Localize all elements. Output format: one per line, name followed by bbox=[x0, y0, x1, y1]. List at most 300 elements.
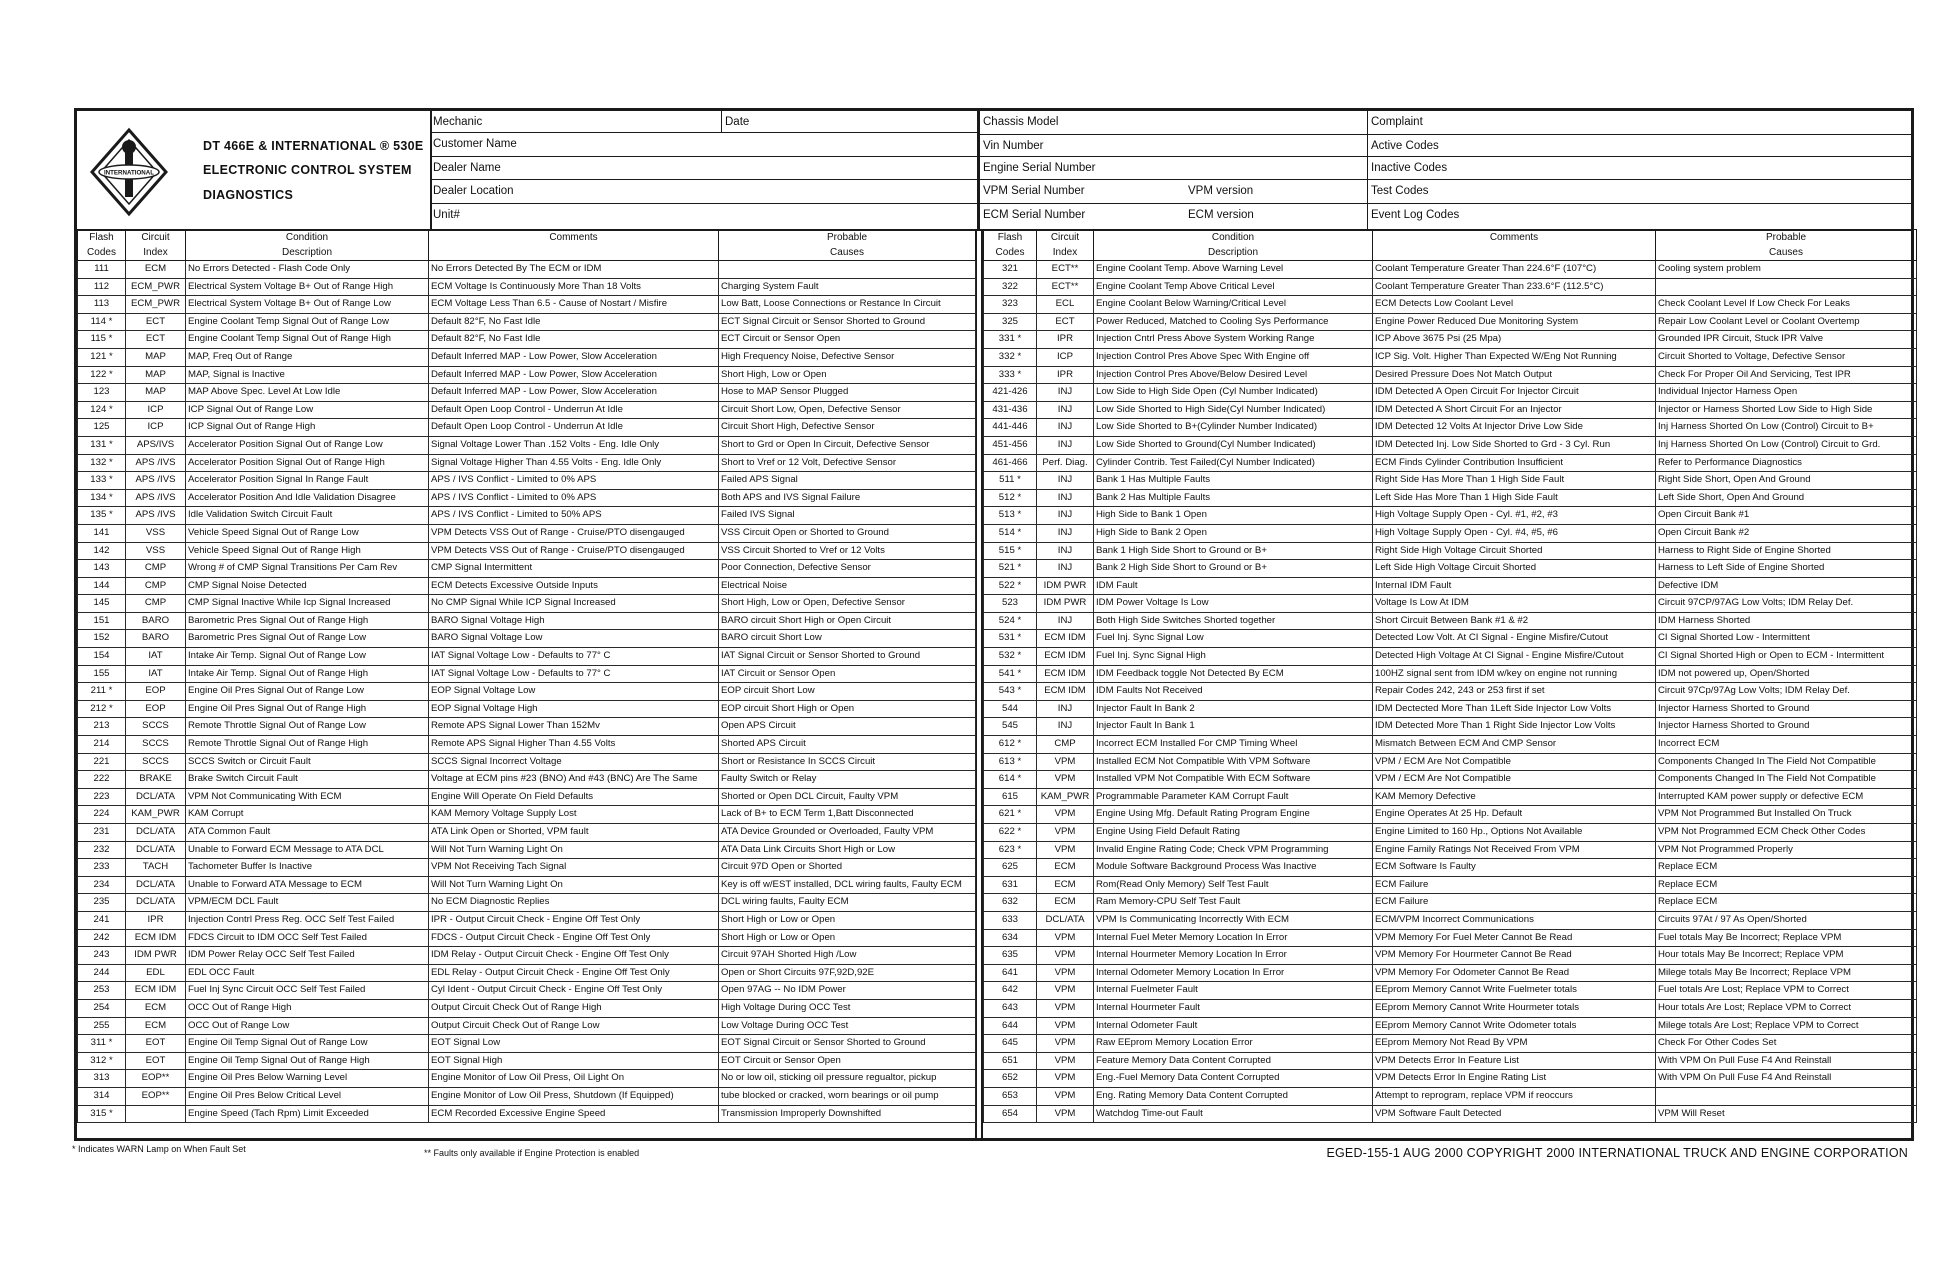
circuit-index-cell: ECM bbox=[1037, 876, 1094, 894]
flash-code-cell: 254 bbox=[78, 999, 126, 1017]
table-row bbox=[984, 753, 1917, 771]
dealer-location-label: Dealer Location bbox=[433, 185, 514, 197]
table-row bbox=[78, 331, 976, 349]
probable-cause-cell: Lack of B+ to ECM Term 1,Batt Disconnected bbox=[719, 806, 976, 824]
table-row bbox=[984, 401, 1917, 419]
right-fault-table-panel bbox=[981, 229, 1916, 1141]
circuit-index-cell: VPM bbox=[1037, 1087, 1094, 1105]
table-row bbox=[984, 665, 1917, 683]
active-codes-label: Active Codes bbox=[1371, 140, 1439, 152]
probable-cause-cell: VSS Circuit Shorted to Vref or 12 Volts bbox=[719, 542, 976, 560]
probable-cause-cell: VPM Not Programmed But Installed On Truck bbox=[1656, 806, 1917, 824]
condition-cell: Injector Fault In Bank 1 bbox=[1094, 718, 1373, 736]
condition-cell: CMP Signal Inactive While Icp Signal Increased bbox=[186, 595, 429, 613]
circuit-index-cell: VPM bbox=[1037, 841, 1094, 859]
table-row bbox=[78, 454, 976, 472]
circuit-index-cell: INJ bbox=[1037, 472, 1094, 490]
condition-cell: FDCS Circuit to IDM OCC Self Test Failed bbox=[186, 929, 429, 947]
probable-cause-cell: Faulty Switch or Relay bbox=[719, 771, 976, 789]
condition-cell: Engine Using Field Default Rating bbox=[1094, 824, 1373, 842]
flash-code-cell: 112 bbox=[78, 278, 126, 296]
flash-code-cell: 532 * bbox=[984, 648, 1037, 666]
condition-cell: Injector Fault In Bank 2 bbox=[1094, 700, 1373, 718]
comments-cell: EOT Signal Low bbox=[429, 1035, 719, 1053]
table-row bbox=[984, 999, 1917, 1017]
probable-cause-cell: Harness to Right Side of Engine Shorted bbox=[1656, 542, 1917, 560]
circuit-index-cell: INJ bbox=[1037, 524, 1094, 542]
complaint-field[interactable] bbox=[1368, 111, 1911, 135]
table-row bbox=[78, 1052, 976, 1070]
circuit-index-cell: VPM bbox=[1037, 982, 1094, 1000]
table-row bbox=[78, 507, 976, 525]
dealer-name-label: Dealer Name bbox=[433, 162, 501, 174]
title-line-3: DIAGNOSTICS bbox=[203, 188, 294, 202]
flash-code-cell: 332 * bbox=[984, 348, 1037, 366]
flash-code-cell: 521 * bbox=[984, 560, 1037, 578]
comments-cell: VPM Memory For Hourmeter Cannot Be Read bbox=[1373, 947, 1656, 965]
circuit-index-cell: INJ bbox=[1037, 700, 1094, 718]
table-row bbox=[78, 630, 976, 648]
comments-cell: CMP Signal Intermittent bbox=[429, 560, 719, 578]
probable-cause-cell: Inj Harness Shorted On Low (Control) Circuit to B+ bbox=[1656, 419, 1917, 437]
circuit-index-cell: ECM bbox=[126, 261, 186, 279]
table-row bbox=[984, 366, 1917, 384]
table-row bbox=[984, 876, 1917, 894]
flash-code-cell: 143 bbox=[78, 560, 126, 578]
comments-cell: No ECM Diagnostic Replies bbox=[429, 894, 719, 912]
dealer-location-field[interactable] bbox=[430, 180, 978, 204]
comments-cell: IDM Detected 12 Volts At Injector Drive Low Side bbox=[1373, 419, 1656, 437]
flash-code-cell: 234 bbox=[78, 876, 126, 894]
probable-cause-cell: Open or Short Circuits 97F,92D,92E bbox=[719, 964, 976, 982]
flash-code-cell: 213 bbox=[78, 718, 126, 736]
table-row bbox=[78, 841, 976, 859]
ecm-serial-label: ECM Serial Number bbox=[983, 209, 1086, 221]
comments-cell: Detected High Voltage At CI Signal - Engine Misfire/Cutout bbox=[1373, 648, 1656, 666]
circuit-index-cell: ICP bbox=[126, 419, 186, 437]
circuit-index-cell: CMP bbox=[1037, 736, 1094, 754]
comments-cell: ECM Recorded Excessive Engine Speed bbox=[429, 1105, 719, 1123]
table-row bbox=[78, 313, 976, 331]
table-row bbox=[78, 1105, 976, 1123]
probable-cause-cell: Harness to Left Side of Engine Shorted bbox=[1656, 560, 1917, 578]
date-field[interactable] bbox=[722, 111, 978, 133]
table-row bbox=[984, 507, 1917, 525]
circuit-index-cell: IPR bbox=[126, 911, 186, 929]
condition-cell: IDM Faults Not Received bbox=[1094, 683, 1373, 701]
condition-cell: Programmable Parameter KAM Corrupt Fault bbox=[1094, 788, 1373, 806]
circuit-index-cell: INJ bbox=[1037, 560, 1094, 578]
table-row bbox=[984, 929, 1917, 947]
comments-cell: EEprom Memory Cannot Write Odometer totals bbox=[1373, 1017, 1656, 1035]
circuit-index-cell: ECM IDM bbox=[1037, 630, 1094, 648]
comments-cell: EEprom Memory Not Read By VPM bbox=[1373, 1035, 1656, 1053]
table-row bbox=[78, 261, 976, 279]
probable-cause-cell: Open APS Circuit bbox=[719, 718, 976, 736]
comments-cell: ECM Finds Cylinder Contribution Insufficient bbox=[1373, 454, 1656, 472]
probable-cause-cell: VPM Not Programmed ECM Check Other Codes bbox=[1656, 824, 1917, 842]
probable-cause-cell: Both APS and IVS Signal Failure bbox=[719, 489, 976, 507]
condition-cell: Internal Fuelmeter Fault bbox=[1094, 982, 1373, 1000]
comments-cell: Left Side High Voltage Circuit Shorted bbox=[1373, 560, 1656, 578]
table-row bbox=[984, 419, 1917, 437]
condition-cell: Remote Throttle Signal Out of Range High bbox=[186, 736, 429, 754]
table-row bbox=[78, 982, 976, 1000]
condition-cell: Watchdog Time-out Fault bbox=[1094, 1105, 1373, 1123]
vpm-version-label: VPM version bbox=[1188, 185, 1254, 197]
left-fault-table bbox=[77, 229, 976, 1123]
table-row bbox=[78, 577, 976, 595]
flash-code-cell: 242 bbox=[78, 929, 126, 947]
table-row bbox=[984, 1070, 1917, 1088]
mechanic-field[interactable] bbox=[430, 111, 722, 133]
flash-code-cell: 113 bbox=[78, 296, 126, 314]
flash-code-cell: 321 bbox=[984, 261, 1037, 279]
probable-cause-cell: Circuits 97At / 97 As Open/Shorted bbox=[1656, 911, 1917, 929]
comments-cell: Default 82°F, No Fast Idle bbox=[429, 331, 719, 349]
circuit-index-cell: VPM bbox=[1037, 1070, 1094, 1088]
circuit-index-cell: VPM bbox=[1037, 1105, 1094, 1123]
circuit-index-cell: APS /IVS bbox=[126, 454, 186, 472]
condition-cell: IDM Power Relay OCC Self Test Failed bbox=[186, 947, 429, 965]
probable-cause-cell: Short High or Low or Open bbox=[719, 929, 976, 947]
comments-cell: ECM Software Is Faulty bbox=[1373, 859, 1656, 877]
flash-codes-header: Flash Codes bbox=[984, 230, 1037, 261]
comments-cell: APS / IVS Conflict - Limited to 0% APS bbox=[429, 472, 719, 490]
condition-cell: Engine Oil Pres Below Critical Level bbox=[186, 1087, 429, 1105]
flash-code-cell: 633 bbox=[984, 911, 1037, 929]
right-table-body bbox=[984, 261, 1917, 1123]
flash-code-cell: 224 bbox=[78, 806, 126, 824]
condition-cell: Internal Odometer Memory Location In Error bbox=[1094, 964, 1373, 982]
probable-cause-cell: Refer to Performance Diagnostics bbox=[1656, 454, 1917, 472]
condition-cell: High Side to Bank 1 Open bbox=[1094, 507, 1373, 525]
condition-cell: Low Side Shorted to B+(Cylinder Number Indicated) bbox=[1094, 419, 1373, 437]
condition-cell: Cylinder Contrib. Test Failed(Cyl Number Indicated) bbox=[1094, 454, 1373, 472]
flash-code-cell: 211 * bbox=[78, 683, 126, 701]
condition-cell: Injection Cntrl Press Above System Working Range bbox=[1094, 331, 1373, 349]
test-codes-field[interactable] bbox=[1368, 180, 1911, 204]
inactive-codes-field[interactable] bbox=[1368, 157, 1911, 180]
condition-cell: Engine Oil Temp Signal Out of Range Low bbox=[186, 1035, 429, 1053]
flash-code-cell: 613 * bbox=[984, 753, 1037, 771]
circuit-index-cell: INJ bbox=[1037, 436, 1094, 454]
flash-code-cell: 231 bbox=[78, 824, 126, 842]
flash-code-cell: 621 * bbox=[984, 806, 1037, 824]
probable-cause-cell: Check For Other Codes Set bbox=[1656, 1035, 1917, 1053]
table-row bbox=[984, 524, 1917, 542]
condition-cell: Vehicle Speed Signal Out of Range Low bbox=[186, 524, 429, 542]
circuit-index-cell: KAM_PWR bbox=[1037, 788, 1094, 806]
table-row bbox=[984, 964, 1917, 982]
circuit-index-cell: EOP bbox=[126, 700, 186, 718]
comments-cell: VPM Detects VSS Out of Range - Cruise/PTO disengauged bbox=[429, 542, 719, 560]
flash-code-cell: 524 * bbox=[984, 612, 1037, 630]
table-row bbox=[984, 718, 1917, 736]
probable-cause-cell: Individual Injector Harness Open bbox=[1656, 384, 1917, 402]
flash-code-cell: 651 bbox=[984, 1052, 1037, 1070]
comments-cell: KAM Memory Voltage Supply Lost bbox=[429, 806, 719, 824]
flash-code-cell: 522 * bbox=[984, 577, 1037, 595]
flash-code-cell: 243 bbox=[78, 947, 126, 965]
condition-cell: Engine Oil Temp Signal Out of Range High bbox=[186, 1052, 429, 1070]
condition-cell: Feature Memory Data Content Corrupted bbox=[1094, 1052, 1373, 1070]
probable-cause-cell: BARO circuit Short Low bbox=[719, 630, 976, 648]
chassis-model-field[interactable] bbox=[978, 111, 1368, 135]
probable-cause-cell: Shorted or Open DCL Circuit, Faulty VPM bbox=[719, 788, 976, 806]
condition-cell: Low Side Shorted to High Side(Cyl Number Indicated) bbox=[1094, 401, 1373, 419]
left-fault-table-panel bbox=[77, 229, 977, 1141]
flash-code-cell: 121 * bbox=[78, 348, 126, 366]
condition-cell: Low Side Shorted to Ground(Cyl Number Indicated) bbox=[1094, 436, 1373, 454]
table-row bbox=[78, 718, 976, 736]
circuit-index-cell: MAP bbox=[126, 384, 186, 402]
condition-cell: KAM Corrupt bbox=[186, 806, 429, 824]
table-row bbox=[984, 947, 1917, 965]
probable-cause-cell: Short or Resistance In SCCS Circuit bbox=[719, 753, 976, 771]
condition-description-header: Condition Description bbox=[1094, 230, 1373, 261]
probable-cause-cell: IAT Signal Circuit or Sensor Shorted to Ground bbox=[719, 648, 976, 666]
condition-cell: EDL OCC Fault bbox=[186, 964, 429, 982]
table-row bbox=[984, 560, 1917, 578]
comments-cell: Mismatch Between ECM And CMP Sensor bbox=[1373, 736, 1656, 754]
probable-cause-cell: Incorrect ECM bbox=[1656, 736, 1917, 754]
comments-cell: VPM Software Fault Detected bbox=[1373, 1105, 1656, 1123]
condition-cell: Engine Speed (Tach Rpm) Limit Exceeded bbox=[186, 1105, 429, 1123]
comments-cell: IDM Detected A Short Circuit For an Injector bbox=[1373, 401, 1656, 419]
circuit-index-cell: VPM bbox=[1037, 771, 1094, 789]
comments-cell: IDM Relay - Output Circuit Check - Engine Off Test Only bbox=[429, 947, 719, 965]
flash-code-cell: 244 bbox=[78, 964, 126, 982]
condition-cell: Fuel Inj. Sync Signal Low bbox=[1094, 630, 1373, 648]
circuit-index-cell: ECM IDM bbox=[1037, 648, 1094, 666]
circuit-index-header: Circuit Index bbox=[1037, 230, 1094, 261]
flash-code-cell: 154 bbox=[78, 648, 126, 666]
table-row bbox=[984, 982, 1917, 1000]
probable-cause-cell: Hour totals May Be Incorrect; Replace VPM bbox=[1656, 947, 1917, 965]
probable-cause-cell: Injector Harness Shorted to Ground bbox=[1656, 718, 1917, 736]
table-row bbox=[984, 1035, 1917, 1053]
circuit-index-cell: IAT bbox=[126, 665, 186, 683]
comments-cell: Engine Monitor of Low Oil Press, Oil Light On bbox=[429, 1070, 719, 1088]
unit-field[interactable] bbox=[430, 204, 978, 229]
probable-cause-cell: Open Circuit Bank #1 bbox=[1656, 507, 1917, 525]
table-row bbox=[78, 999, 976, 1017]
table-row bbox=[78, 1087, 976, 1105]
flash-code-cell: 155 bbox=[78, 665, 126, 683]
probable-cause-cell: ECT Circuit or Sensor Open bbox=[719, 331, 976, 349]
probable-cause-cell: High Voltage During OCC Test bbox=[719, 999, 976, 1017]
sheet-header bbox=[77, 111, 1911, 231]
comments-cell: Output Circuit Check Out of Range Low bbox=[429, 1017, 719, 1035]
flash-code-cell: 133 * bbox=[78, 472, 126, 490]
table-row bbox=[984, 489, 1917, 507]
circuit-index-cell: ECM bbox=[126, 999, 186, 1017]
probable-cause-cell: Replace ECM bbox=[1656, 859, 1917, 877]
vpm-serial-field[interactable] bbox=[978, 180, 1368, 204]
table-row bbox=[78, 384, 976, 402]
circuit-index-cell: SCCS bbox=[126, 718, 186, 736]
flash-code-cell: 331 * bbox=[984, 331, 1037, 349]
probable-cause-cell: CI Signal Shorted Low - Intermittent bbox=[1656, 630, 1917, 648]
comments-cell: Left Side Has More Than 1 High Side Fault bbox=[1373, 489, 1656, 507]
probable-cause-cell: Inj Harness Shorted On Low (Control) Circuit to Grd. bbox=[1656, 436, 1917, 454]
condition-cell: Engine Coolant Temp Signal Out of Range Low bbox=[186, 313, 429, 331]
event-log-codes-field[interactable] bbox=[1368, 204, 1911, 229]
table-row bbox=[78, 665, 976, 683]
engine-protection-footnote: ** Faults only available if Engine Protection is enabled bbox=[424, 1148, 640, 1158]
probable-cause-cell: Grounded IPR Circuit, Stuck IPR Valve bbox=[1656, 331, 1917, 349]
condition-cell: Engine Coolant Temp Signal Out of Range High bbox=[186, 331, 429, 349]
condition-cell: Engine Oil Pres Below Warning Level bbox=[186, 1070, 429, 1088]
comments-cell: BARO Signal Voltage Low bbox=[429, 630, 719, 648]
ecm-serial-field[interactable] bbox=[978, 204, 1368, 229]
table-row bbox=[984, 1105, 1917, 1123]
probable-cause-cell: Injector Harness Shorted to Ground bbox=[1656, 700, 1917, 718]
table-row bbox=[984, 542, 1917, 560]
condition-cell: Wrong # of CMP Signal Transitions Per Cam Rev bbox=[186, 560, 429, 578]
circuit-index-cell: TACH bbox=[126, 859, 186, 877]
flash-code-cell: 333 * bbox=[984, 366, 1037, 384]
circuit-index-cell: EOP** bbox=[126, 1087, 186, 1105]
condition-cell: Low Side to High Side Open (Cyl Number Indicated) bbox=[1094, 384, 1373, 402]
customer-name-field[interactable] bbox=[430, 133, 978, 157]
condition-cell: No Errors Detected - Flash Code Only bbox=[186, 261, 429, 279]
flash-code-cell: 144 bbox=[78, 577, 126, 595]
condition-cell: Eng. Rating Memory Data Content Corrupted bbox=[1094, 1087, 1373, 1105]
probable-cause-cell: IAT Circuit or Sensor Open bbox=[719, 665, 976, 683]
complaint-label: Complaint bbox=[1371, 116, 1423, 128]
condition-cell: ICP Signal Out of Range Low bbox=[186, 401, 429, 419]
mechanic-label: Mechanic bbox=[433, 116, 483, 128]
condition-cell: Barometric Pres Signal Out of Range Low bbox=[186, 630, 429, 648]
probable-cause-cell: ATA Data Link Circuits Short High or Low bbox=[719, 841, 976, 859]
table-row bbox=[78, 348, 976, 366]
probable-cause-cell: Short High, Low or Open bbox=[719, 366, 976, 384]
probable-cause-cell: Circuit Shorted to Voltage, Defective Sensor bbox=[1656, 348, 1917, 366]
flash-code-cell: 111 bbox=[78, 261, 126, 279]
probable-cause-cell: Short High, Low or Open, Defective Sensor bbox=[719, 595, 976, 613]
condition-cell: Bank 1 High Side Short to Ground or B+ bbox=[1094, 542, 1373, 560]
circuit-index-cell: BRAKE bbox=[126, 771, 186, 789]
warn-lamp-footnote: * Indicates WARN Lamp on When Fault Set bbox=[72, 1144, 246, 1154]
table-row bbox=[984, 894, 1917, 912]
flash-code-cell: 221 bbox=[78, 753, 126, 771]
probable-cause-cell: IDM not powered up, Open/Shorted bbox=[1656, 665, 1917, 683]
condition-cell: Installed VPM Not Compatible With ECM Software bbox=[1094, 771, 1373, 789]
flash-code-cell: 122 * bbox=[78, 366, 126, 384]
flash-code-cell: 441-446 bbox=[984, 419, 1037, 437]
table-row bbox=[984, 454, 1917, 472]
comments-cell: High Voltage Supply Open - Cyl. #1, #2, #3 bbox=[1373, 507, 1656, 525]
table-row bbox=[984, 313, 1917, 331]
circuit-index-cell: DCL/ATA bbox=[126, 894, 186, 912]
flash-code-cell: 135 * bbox=[78, 507, 126, 525]
circuit-index-cell: VPM bbox=[1037, 929, 1094, 947]
condition-cell: Accelerator Position Signal In Range Fault bbox=[186, 472, 429, 490]
engine-serial-label: Engine Serial Number bbox=[983, 162, 1096, 174]
comments-cell: BARO Signal Voltage High bbox=[429, 612, 719, 630]
condition-cell: CMP Signal Noise Detected bbox=[186, 577, 429, 595]
flash-codes-header: Flash Codes bbox=[78, 230, 126, 261]
comments-cell: IDM Dectected More Than 1Left Side Injector Low Volts bbox=[1373, 700, 1656, 718]
flash-code-cell: 141 bbox=[78, 524, 126, 542]
flash-code-cell: 223 bbox=[78, 788, 126, 806]
active-codes-field[interactable] bbox=[1368, 135, 1911, 157]
probable-cause-cell: Hose to MAP Sensor Plugged bbox=[719, 384, 976, 402]
probable-cause-cell: VPM Will Reset bbox=[1656, 1105, 1917, 1123]
probable-cause-cell: With VPM On Pull Fuse F4 And Reinstall bbox=[1656, 1070, 1917, 1088]
condition-cell: Internal Fuel Meter Memory Location In Error bbox=[1094, 929, 1373, 947]
table-row bbox=[984, 771, 1917, 789]
flash-code-cell: 325 bbox=[984, 313, 1037, 331]
circuit-index-cell: ICP bbox=[126, 401, 186, 419]
vin-number-field[interactable] bbox=[978, 135, 1368, 157]
comments-cell: IAT Signal Voltage Low - Defaults to 77° C bbox=[429, 648, 719, 666]
table-row bbox=[78, 859, 976, 877]
circuit-index-cell: EDL bbox=[126, 964, 186, 982]
flash-code-cell: 612 * bbox=[984, 736, 1037, 754]
circuit-index-cell: EOT bbox=[126, 1052, 186, 1070]
probable-cause-cell: Right Side Short, Open And Ground bbox=[1656, 472, 1917, 490]
probable-cause-cell: EOT Signal Circuit or Sensor Shorted to Ground bbox=[719, 1035, 976, 1053]
circuit-index-cell: MAP bbox=[126, 366, 186, 384]
table-row bbox=[984, 612, 1917, 630]
table-row bbox=[984, 384, 1917, 402]
left-table-body bbox=[78, 261, 976, 1123]
table-row bbox=[984, 700, 1917, 718]
comments-cell: Engine Power Reduced Due Monitoring System bbox=[1373, 313, 1656, 331]
circuit-index-cell: APS /IVS bbox=[126, 472, 186, 490]
condition-cell: VPM Is Communicating Incorrectly With ECM bbox=[1094, 911, 1373, 929]
flash-code-cell: 253 bbox=[78, 982, 126, 1000]
comments-cell: Coolant Temperature Greater Than 233.6°F (112.5°C) bbox=[1373, 278, 1656, 296]
comments-cell: No CMP Signal While ICP Signal Increased bbox=[429, 595, 719, 613]
test-codes-label: Test Codes bbox=[1371, 185, 1429, 197]
table-row bbox=[78, 524, 976, 542]
condition-cell: IDM Feedback toggle Not Detected By ECM bbox=[1094, 665, 1373, 683]
comments-cell: Remote APS Signal Lower Than 152Mv bbox=[429, 718, 719, 736]
table-row bbox=[78, 876, 976, 894]
comments-cell: VPM Memory For Fuel Meter Cannot Be Read bbox=[1373, 929, 1656, 947]
chassis-model-label: Chassis Model bbox=[983, 116, 1059, 128]
circuit-index-cell: EOP** bbox=[126, 1070, 186, 1088]
dealer-name-field[interactable] bbox=[430, 157, 978, 180]
condition-cell: Both High Side Switches Shorted together bbox=[1094, 612, 1373, 630]
circuit-index-cell: ECT** bbox=[1037, 261, 1094, 279]
condition-cell: Bank 1 Has Multiple Faults bbox=[1094, 472, 1373, 490]
flash-code-cell: 635 bbox=[984, 947, 1037, 965]
comments-cell: Internal IDM Fault bbox=[1373, 577, 1656, 595]
table-row bbox=[78, 1070, 976, 1088]
condition-cell: Engine Coolant Temp Above Critical Level bbox=[1094, 278, 1373, 296]
engine-serial-field[interactable] bbox=[978, 157, 1368, 180]
flash-code-cell: 314 bbox=[78, 1087, 126, 1105]
circuit-index-cell: ECM IDM bbox=[1037, 683, 1094, 701]
comments-cell: VPM / ECM Are Not Compatible bbox=[1373, 771, 1656, 789]
circuit-index-cell: DCL/ATA bbox=[126, 841, 186, 859]
condition-cell: Intake Air Temp. Signal Out of Range Low bbox=[186, 648, 429, 666]
probable-cause-cell: EOP circuit Short Low bbox=[719, 683, 976, 701]
comments-cell: Default Inferred MAP - Low Power, Slow Acceleration bbox=[429, 348, 719, 366]
condition-cell: SCCS Switch or Circuit Fault bbox=[186, 753, 429, 771]
probable-cause-cell: Components Changed In The Field Not Compatible bbox=[1656, 771, 1917, 789]
comments-cell: Desired Pressure Does Not Match Output bbox=[1373, 366, 1656, 384]
circuit-index-cell: INJ bbox=[1037, 401, 1094, 419]
flash-code-cell: 134 * bbox=[78, 489, 126, 507]
condition-cell: MAP, Signal is Inactive bbox=[186, 366, 429, 384]
circuit-index-cell: DCL/ATA bbox=[126, 824, 186, 842]
